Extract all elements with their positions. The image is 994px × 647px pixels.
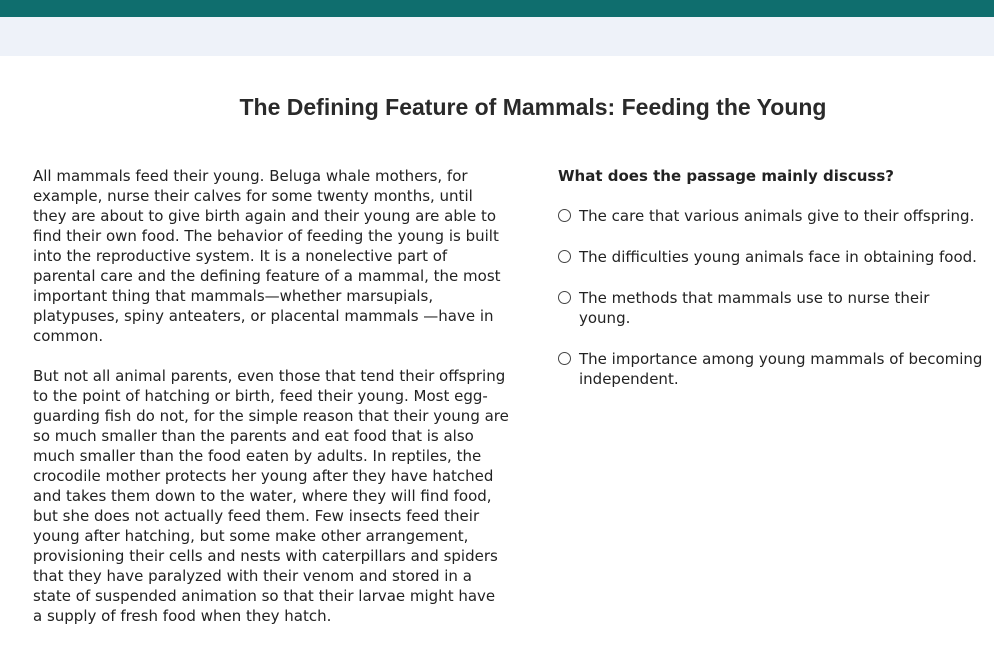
answer-option-3[interactable]: [558, 288, 983, 328]
answer-option-4[interactable]: [558, 349, 983, 389]
page-title: The Defining Feature of Mammals: Feeding the Young: [239, 94, 827, 120]
question-text: What does the passage mainly discuss?: [558, 167, 894, 185]
answer-option-label: The importance among young mammals of becoming independent.: [579, 350, 983, 388]
passage-paragraph-2: But not all animal parents, even those that tend their offspring to the point of hatching or birth, feed their young. Most egg-guarding fish do not, for the simple reason that their young are so much smaller than the parents and eat food that is also much smaller than the food eaten by adults. In reptiles, the crocodile mother protects her young after they have hatched and takes them down to the water, where they will find food, but she does not actually feed them. Few insects feed their young after hatching, but some make other arrangement, provisioning their cells and nests with caterpillars and spiders that they have paralyzed with their venom and stored in a state of suspended animation so that their larvae might have a supply of fresh food when they hatch.: [33, 367, 509, 625]
answer-option-1[interactable]: [558, 206, 983, 226]
top-bar: [0, 0, 994, 17]
answer-option-label: The methods that mammals use to nurse their young.: [579, 289, 930, 327]
question-panel: [558, 166, 983, 410]
passage-paragraph-1: All mammals feed their young. Beluga whale mothers, for example, nurse their calves for some twenty months, until they are about to give birth again and their young are able to find their own food. The behavior of feeding the young is built into the reproductive system. It is a nonelective part of parental care and the defining feature of a mammal, the most important thing that mammals—whether marsupials, platypuses, spiny anteaters, or placental mammals —have in common.: [33, 167, 501, 345]
radio-button-icon[interactable]: [558, 291, 571, 304]
radio-button-icon[interactable]: [558, 250, 571, 263]
reading-passage: [33, 166, 509, 646]
answer-option-label: The care that various animals give to their offspring.: [579, 207, 975, 225]
answer-option-2[interactable]: [558, 247, 983, 267]
radio-button-icon[interactable]: [558, 352, 571, 365]
toolbar-strip: [0, 17, 994, 56]
radio-button-icon[interactable]: [558, 209, 571, 222]
answer-option-label: The difficulties young animals face in obtaining food.: [579, 248, 977, 266]
